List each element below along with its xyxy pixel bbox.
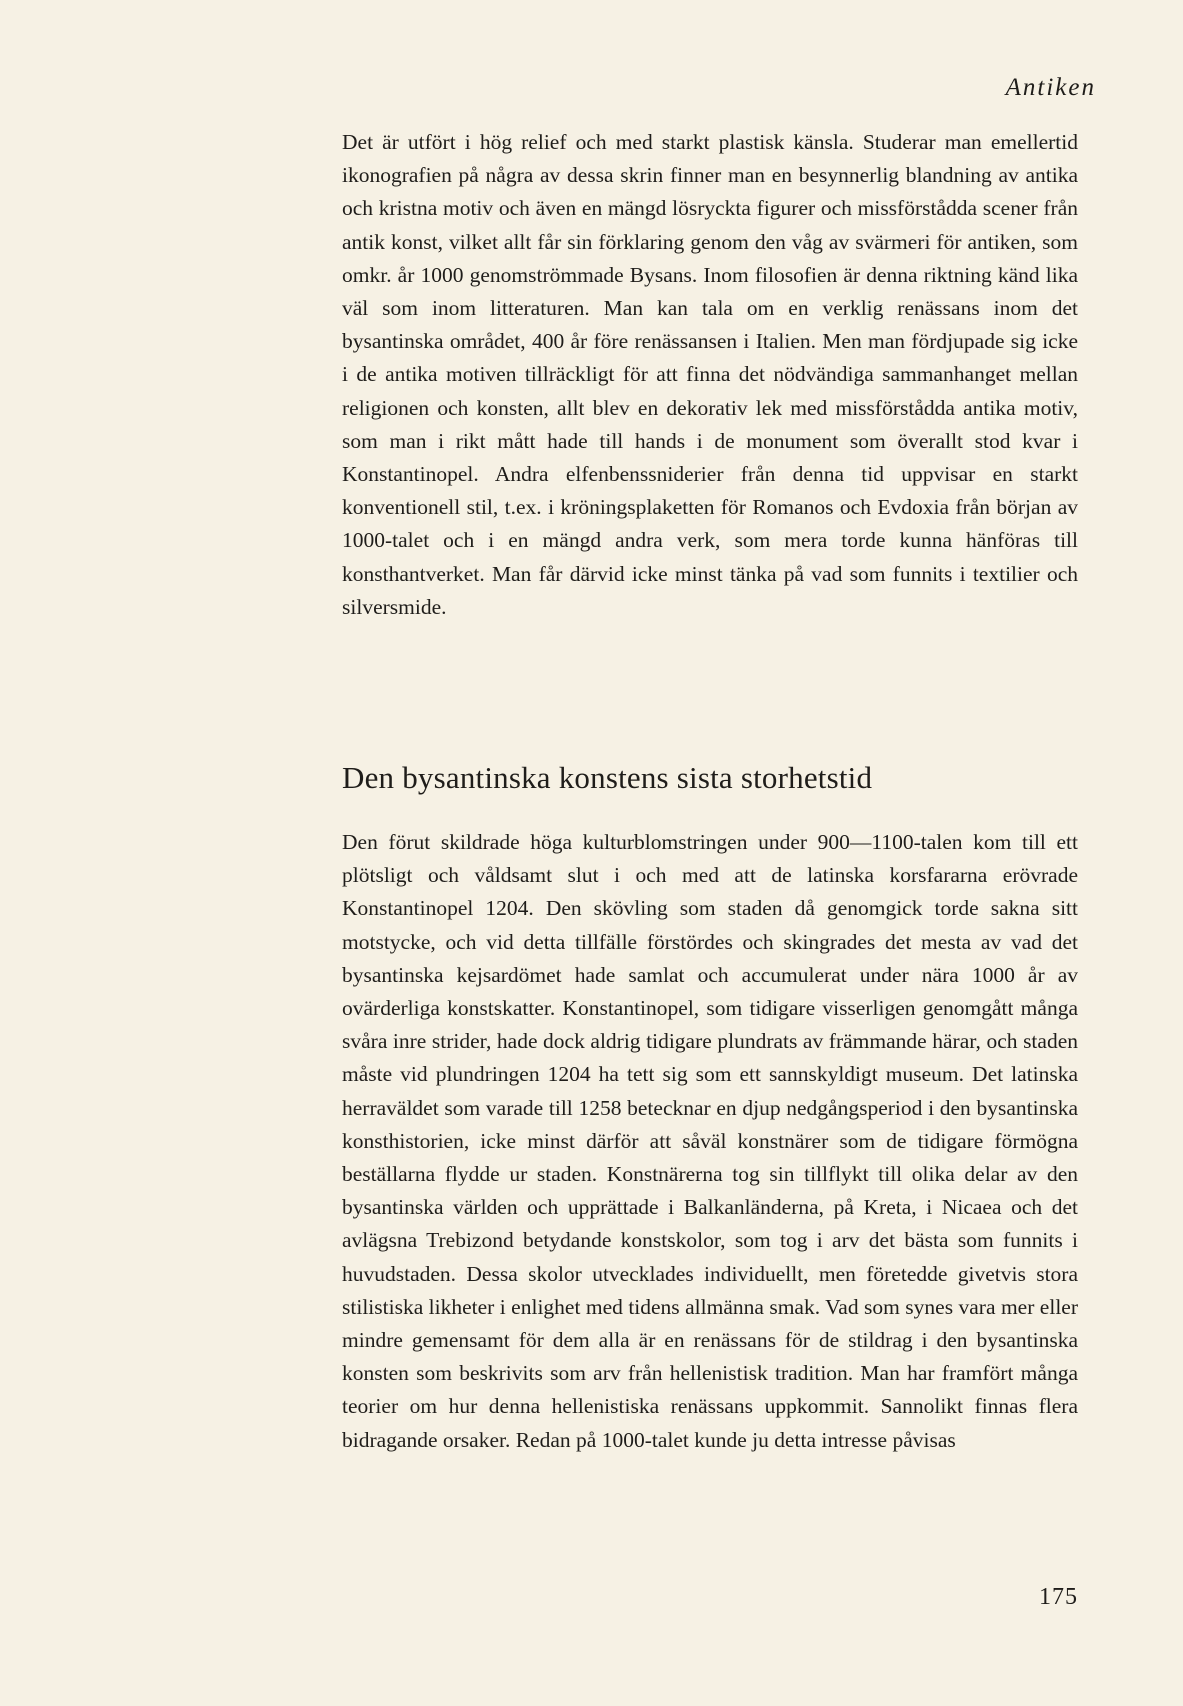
section-heading: Den bysantinska konstens sista storhetstid: [342, 760, 873, 795]
running-head: Antiken: [1005, 74, 1096, 101]
paragraph-1: Det är utfört i hög relief och med starkt plastisk känsla. Studerar man emellertid ikonografien på några av dessa skrin finner man en besynnerlig blandning av antika och kristna motiv och även en mängd lösryckta figurer och missförstådda scener från antik konst, vilket allt får sin förklaring genom den våg av svärmeri för antiken, som omkr. år 1000 genomströmmade Bysans. Inom filosofien är denna riktning känd lika väl som inom litteraturen. Man kan tala om en verklig renässans inom det bysantinska området, 400 år före renässansen i Italien. Men man fördjupade sig icke i de antika motiven tillräckligt för att finna det nödvändiga sammanhanget mellan religionen och konsten, allt blev en dekorativ lek med missförstådda antika motiv, som man i rikt mått hade till hands i de monument som överallt stod kvar i Konstantinopel. Andra elfenbenssniderier från denna tid uppvisar en starkt konventionell stil, t.ex. i kröningsplaketten för Romanos och Evdoxia från början av 1000-talet och i en mängd andra verk, som mera torde kunna hänföras till konsthantverket. Man får därvid icke minst tänka på vad som funnits i textilier och silversmide.: [342, 130, 1078, 619]
paragraph-2: Den förut skildrade höga kulturblomstringen under 900—1100-talen kom till ett plötsligt och våldsamt slut i och med att de latinska korsfararna erövrade Konstantinopel 1204. Den skövling som staden då genomgick torde sakna sitt motstycke, och vid detta tillfälle förstördes och skingrades det mesta av vad det bysantinska kejsardömet hade samlat och accumulerat under nära 1000 år av ovärderliga konstskatter. Konstantinopel, som tidigare visserligen genomgått många svåra inre strider, hade dock aldrig tidigare plundrats av främmande härar, och staden måste vid plundringen 1204 ha tett sig som ett sannskyldigt museum. Det latinska herraväldet som varade till 1258 betecknar en djup nedgångsperiod i den bysantinska konsthistorien, icke minst därför att såväl konstnärer som de tidigare förmögna beställarna flydde ur staden. Konstnärerna tog sin tillflykt till olika delar av den bysantinska världen och upprättade i Balkanländerna, på Kreta, i Nicaea och det avlägsna Trebizond betydande konstskolor, som tog i arv det bästa som funnits i huvudstaden. Dessa skolor utvecklades individuellt, men företedde givetvis stora stilistiska likheter i enlighet med tidens allmänna smak. Vad som synes vara mer eller mindre gemensamt för dem alla är en renässans för de stildrag i den bysantinska konsten som beskrivits som arv från hellenistisk tradition. Man har framfört många teorier om hur denna hellenistiska renässans uppkommit. Sannolikt finnas flera bidragande orsaker. Redan på 1000-talet kunde ju detta intresse påvisas: [342, 830, 1078, 1452]
body-text-lower: [342, 826, 1078, 1457]
page-number: 175: [1039, 1584, 1078, 1610]
body-text-upper: [342, 126, 1078, 624]
